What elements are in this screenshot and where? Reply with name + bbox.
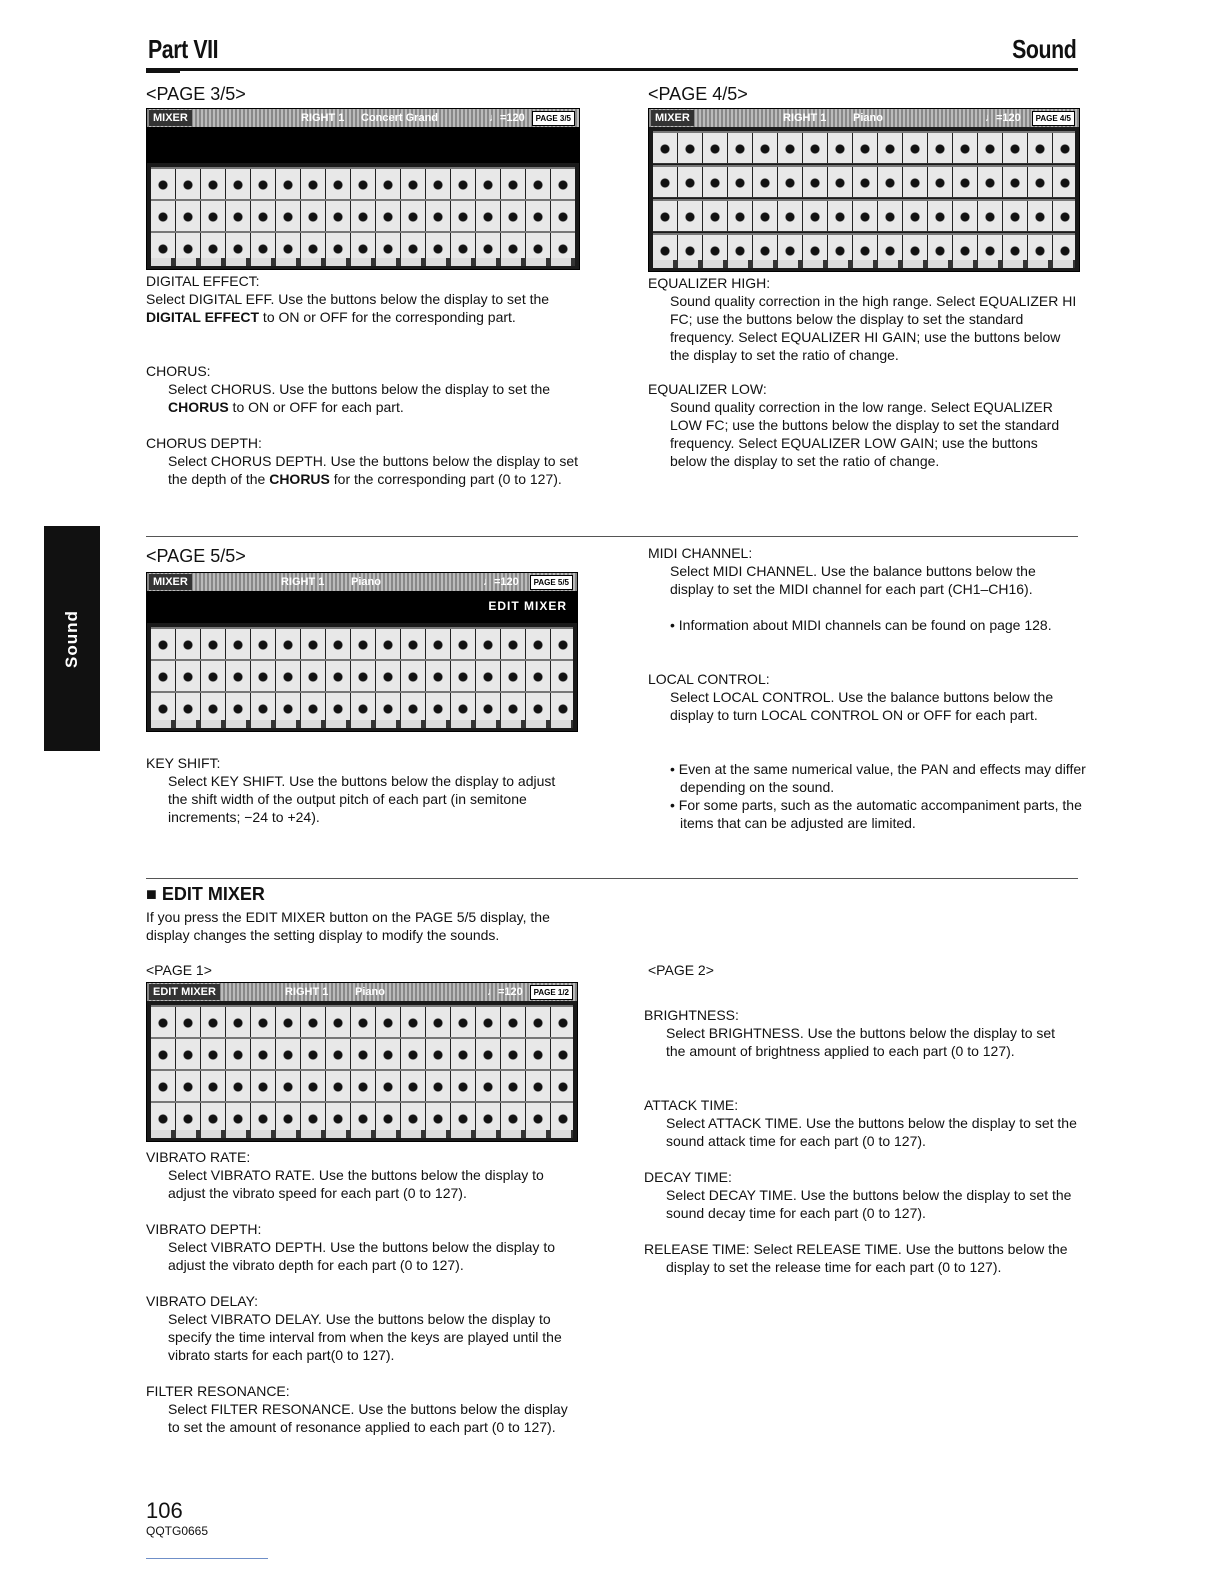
section-divider	[146, 878, 1078, 879]
edit-mixer-button[interactable]: EDIT MIXER	[488, 599, 567, 613]
screen-band	[147, 127, 579, 163]
local-control-term: LOCAL CONTROL:	[648, 671, 770, 687]
digital-effect-term: DIGITAL EFFECT:	[146, 273, 260, 289]
screen-title: MIXER	[149, 574, 192, 590]
local-control-text: Select LOCAL CONTROL. Use the balance buttons below the display to turn LOCAL CONTROL ON or OFF for each part.	[670, 689, 1054, 723]
edit-page2-heading: <PAGE 2>	[648, 962, 714, 978]
screen-voice: Piano	[355, 986, 385, 998]
eq-high-text: Sound quality correction in the high range. Select EQUALIZER HI FC; use the buttons below the display to set the standard frequency. Select EQUALIZER HI GAIN; use the buttons below the display to set the ratio of change.	[670, 293, 1077, 363]
chorus-depth-bold: CHORUS	[269, 471, 330, 487]
note-item: • Even at the same numerical value, the PAN and effects may differ depending on the sound.	[670, 761, 1086, 795]
chorus-term: CHORUS:	[146, 363, 211, 379]
page3-heading: <PAGE 3/5>	[146, 84, 246, 104]
screen-title: MIXER	[651, 110, 694, 126]
digital-effect-text-b: to ON or OFF for the corresponding part.	[259, 309, 516, 325]
screen-title: EDIT MIXER	[149, 984, 220, 1000]
eq-low-term: EQUALIZER LOW:	[648, 381, 767, 397]
midi-channel-text: Select MIDI CHANNEL. Use the balance buttons below the display to set the MIDI channel for each part (CH1–CH16).	[670, 563, 1036, 597]
chorus-bold: CHORUS	[168, 399, 229, 415]
edit-page1-heading: <PAGE 1>	[146, 962, 212, 978]
screen-page: PAGE 3/5	[532, 111, 575, 126]
screen-mode: RIGHT 1	[783, 112, 827, 124]
midi-channel-term: MIDI CHANNEL:	[648, 545, 753, 561]
eq-hi-fc-row	[653, 131, 1075, 164]
screen-tempo: ♩=120	[487, 986, 523, 998]
digital-effect-text-a: Select DIGITAL EFF. Use the buttons below the display to set the	[146, 291, 550, 307]
screen-title: MIXER	[149, 110, 192, 126]
chorus-depth-term: CHORUS DEPTH:	[146, 435, 262, 451]
digital-effect-text	[146, 290, 580, 326]
key-shift-text: Select KEY SHIFT. Use the buttons below the display to adjust the shift width of the output pitch of each part (in semitone increments; −24 to +24).	[168, 773, 556, 825]
screen-mode: RIGHT 1	[301, 112, 345, 124]
vibrato-depth-term: VIBRATO DEPTH:	[146, 1221, 262, 1237]
page5-screen	[146, 572, 578, 732]
header-rule-accent	[146, 71, 180, 73]
vibrato-delay-row	[151, 1069, 573, 1102]
brightness-text: Select BRIGHTNESS. Use the buttons below the display to set the amount of brightness applied to each part (0 to 127).	[666, 1025, 1056, 1059]
release-time-entry	[644, 1240, 1100, 1276]
filter-resonance-text: Select FILTER RESONANCE. Use the buttons below the display to set the amount of resonance applied to each part (0 to 127).	[168, 1401, 568, 1435]
sidebar-tab-label: Sound	[62, 609, 81, 668]
screen-titlebar	[147, 573, 577, 591]
eq-low-text: Sound quality correction in the low range. Select EQUALIZER LOW FC; use the buttons below the display to set the standard frequency. Select EQUALIZER LOW GAIN; use the buttons below the display to set the ratio of change.	[670, 399, 1060, 469]
attack-time-term: ATTACK TIME:	[644, 1097, 739, 1113]
screen-tempo: ♩=120	[483, 576, 519, 588]
digital-effect-row	[151, 167, 575, 200]
vibrato-rate-row	[151, 1005, 573, 1038]
sidebar-tab	[44, 526, 100, 751]
digital-effect-bold: DIGITAL EFFECT	[146, 309, 260, 325]
screen-titlebar	[649, 109, 1079, 127]
release-time-text: Select RELEASE TIME. Use the buttons below the display to set the release time for each part (0 to 127).	[666, 1241, 1068, 1275]
eq-high-term: EQUALIZER HIGH:	[648, 275, 771, 291]
footer-line	[146, 1558, 268, 1559]
vibrato-delay-text: Select VIBRATO DELAY. Use the buttons below the display to specify the time interval from when the keys are played until the vibrato starts for each part(0 to 127).	[168, 1311, 562, 1363]
decay-time-text: Select DECAY TIME. Use the buttons below the display to set the sound decay time for each part (0 to 127).	[666, 1187, 1072, 1221]
decay-time-term: DECAY TIME:	[644, 1169, 732, 1185]
screen-titlebar	[147, 983, 577, 1001]
edit-page1-screen	[146, 982, 578, 1142]
section-label: Sound	[1011, 34, 1076, 64]
key-shift-term: KEY SHIFT:	[146, 755, 221, 771]
brightness-term: BRIGHTNESS:	[644, 1007, 739, 1023]
part-labels-row	[653, 260, 1075, 268]
chorus-text-a: Select CHORUS. Use the buttons below the display to set the	[168, 381, 551, 397]
section-divider	[146, 536, 1078, 537]
midi-channel-row	[151, 659, 573, 692]
screen-tempo: ♩=120	[489, 112, 525, 124]
header-rule	[146, 68, 1078, 71]
edit-mixer-title: ■ EDIT MIXER	[146, 884, 265, 904]
page4-heading: <PAGE 4/5>	[648, 84, 748, 104]
screen-page: PAGE 4/5	[1032, 111, 1075, 126]
part-labels-row	[151, 720, 573, 728]
vibrato-rate-text: Select VIBRATO RATE. Use the buttons below the display to adjust the vibrato speed for each part (0 to 127).	[168, 1167, 544, 1201]
attack-time-text: Select ATTACK TIME. Use the buttons below the display to set the sound attack time for each part (0 to 127).	[666, 1115, 1077, 1149]
eq-hi-gain-row	[653, 165, 1075, 198]
edit-mixer-intro: If you press the EDIT MIXER button on the PAGE 5/5 display, the display changes the setting display to modify the sounds.	[146, 909, 550, 943]
document-code: QQTG0665	[146, 1524, 209, 1538]
chorus-text	[168, 380, 580, 416]
screen-page: PAGE 1/2	[530, 985, 573, 1000]
chorus-text-b: to ON or OFF for each part.	[228, 399, 404, 415]
midi-channel-note: • Information about MIDI channels can be found on page 128.	[670, 617, 1052, 633]
screen-titlebar	[147, 109, 579, 127]
page-number: 106	[146, 1498, 183, 1523]
screen-page: PAGE 5/5	[530, 575, 573, 590]
part-label: Part VII	[148, 34, 219, 64]
page4-screen	[648, 108, 1080, 272]
chorus-depth-text-a: Select CHORUS DEPTH. Use the buttons below the display to set the depth of the	[168, 453, 579, 487]
screen-voice: Piano	[853, 112, 883, 124]
chorus-depth-text	[168, 452, 580, 488]
screen-mode: RIGHT 1	[285, 986, 329, 998]
vibrato-rate-term: VIBRATO RATE:	[146, 1149, 251, 1165]
chorus-row	[151, 199, 575, 232]
vibrato-depth-row	[151, 1037, 573, 1070]
page3-screen	[146, 108, 580, 270]
part-labels-row	[151, 1130, 573, 1138]
screen-voice: Concert Grand	[361, 112, 439, 124]
screen-band	[147, 591, 577, 623]
screen-mode: RIGHT 1	[281, 576, 325, 588]
screen-tempo: ♩=120	[985, 112, 1021, 124]
vibrato-depth-text: Select VIBRATO DEPTH. Use the buttons below the display to adjust the vibrato depth for each part (0 to 127).	[168, 1239, 555, 1273]
chorus-depth-text-b: for the corresponding part (0 to 127).	[329, 471, 562, 487]
part-labels-row	[151, 258, 575, 266]
release-time-term: RELEASE TIME:	[644, 1241, 750, 1257]
key-shift-row	[151, 627, 573, 660]
screen-voice: Piano	[351, 576, 381, 588]
page5-heading: <PAGE 5/5>	[146, 546, 246, 566]
vibrato-delay-term: VIBRATO DELAY:	[146, 1293, 259, 1309]
filter-resonance-term: FILTER RESONANCE:	[146, 1383, 290, 1399]
note-item: • For some parts, such as the automatic accompaniment parts, the items that can be adjusted are limited.	[670, 797, 1082, 831]
eq-low-fc-row	[653, 199, 1075, 232]
